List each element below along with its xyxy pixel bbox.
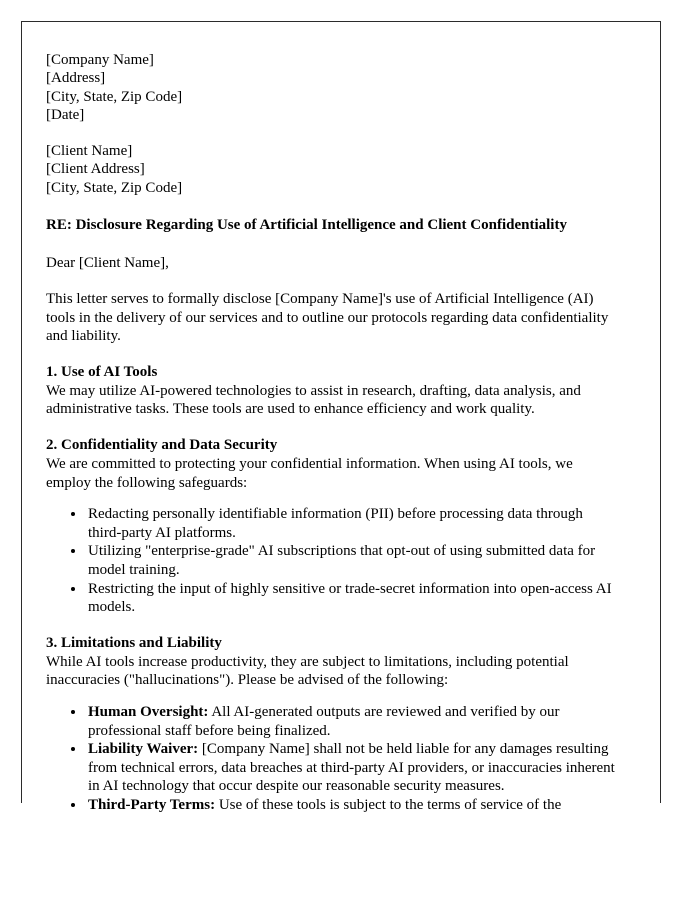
list-item-text: All AI-generated outputs are reviewed and verified by our professional staff before being finalized.: [88, 703, 560, 739]
section-use-of-ai-tools: [46, 363, 618, 419]
section-heading: 3. Limitations and Liability: [46, 634, 222, 651]
document-body: [46, 51, 618, 815]
list-item-text: Restricting the input of highly sensitive or trade-secret information into open-access AI models.: [88, 580, 612, 616]
sender-city-state-zip: [City, State, Zip Code]: [46, 88, 183, 105]
list-item: [86, 580, 618, 617]
list-item-text: Redacting personally identifiable information (PII) before processing data through third-party AI platforms.: [88, 506, 583, 541]
list-item: [86, 703, 618, 740]
section-confidentiality-and-data-security: [46, 436, 618, 617]
list-item: [86, 542, 618, 579]
subject-line: RE: Disclosure Regarding Use of Artificial Intelligence and Client Confidentiality: [46, 217, 567, 234]
section-paragraph: While AI tools increase productivity, they are subject to limitations, including potential inaccuracies ("hallucinations"). Please be advised of the following:: [46, 653, 569, 689]
recipient-city-state-zip: [City, State, Zip Code]: [46, 179, 183, 196]
limitations-list: [46, 703, 618, 815]
salutation: Dear [Client Name],: [46, 255, 169, 272]
sender-address: [Address]: [46, 70, 106, 87]
address-block-spacer: [46, 124, 618, 142]
document-page: [21, 21, 661, 813]
list-item-text: Utilizing "enterprise-grade" AI subscriptions that opt-out of using submitted data for model training.: [88, 543, 596, 579]
list-item-text: [Company Name] shall not be held liable for any damages resulting from technical errors, data breaches at third-party AI providers, or inaccuracies inherent in AI technology that occur despite our reasonable security measures.: [88, 741, 615, 795]
list-item: [86, 740, 618, 796]
recipient-client-name: [Client Name]: [46, 143, 133, 160]
list-item-lead-in: Human Oversight:: [88, 703, 209, 720]
recipient-address: [Client Address]: [46, 161, 145, 178]
section-heading: 2. Confidentiality and Data Security: [46, 437, 278, 454]
sender-company-name: [Company Name]: [46, 52, 154, 68]
recipient-address-block: [46, 142, 618, 197]
list-item: [86, 505, 618, 542]
section-paragraph: We may utilize AI-powered technologies to assist in research, drafting, data analysis, and administrative tasks. These tools are used to enhance efficiency and work quality.: [46, 382, 581, 418]
list-item: [86, 796, 618, 815]
opening-paragraph: This letter serves to formally disclose [Company Name]'s use of Artificial Intelligence (AI) tools in the delivery of our services and to outline our protocols regarding data confidentiality and liability.: [46, 291, 609, 345]
letter-date: [Date]: [46, 106, 85, 123]
section-paragraph: We are committed to protecting your confidential information. When using AI tools, we employ the following safeguards:: [46, 456, 573, 491]
section-heading: 1. Use of AI Tools: [46, 363, 158, 380]
list-item-text: Use of these tools is subject to the terms of service of the: [215, 796, 562, 813]
safeguards-list: [46, 505, 618, 617]
list-item-lead-in: Third-Party Terms:: [88, 796, 216, 813]
list-item-lead-in: Liability Waiver:: [88, 741, 199, 758]
sender-address-block: [46, 51, 618, 124]
section-limitations-and-liability: [46, 634, 618, 815]
